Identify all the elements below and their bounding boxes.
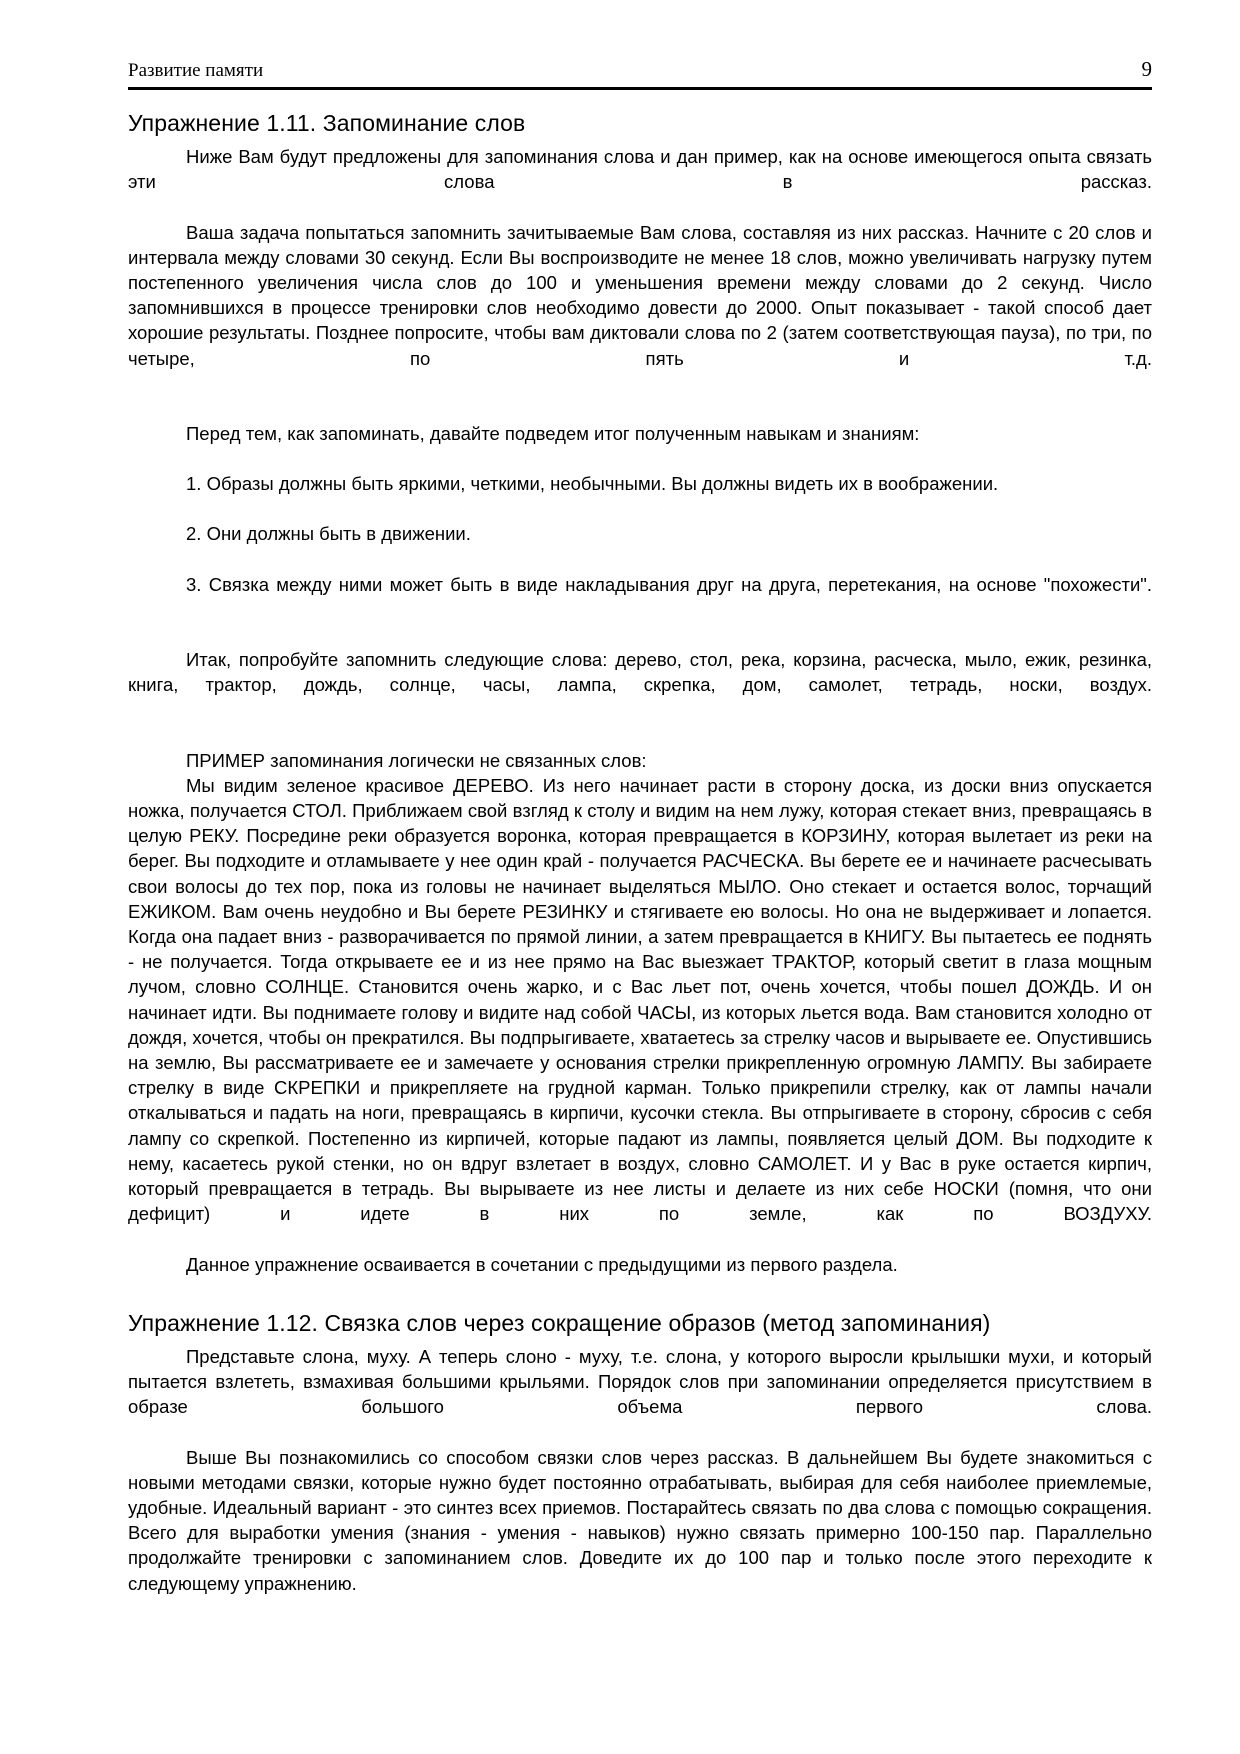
section-heading-exercise-1-12: Упражнение 1.12. Связка слов через сокращение образов (метод запоминания) [128, 1309, 991, 1336]
paragraph-task-description: Ваша задача попытаться запомнить зачитываемые Вам слова, составляя из них рассказ. Начните с 20 слов и интервала между словами 30 секунд. Если Вы воспроизводите не менее 18 слов, можно увеличивать нагрузку путем постепенного увеличения числа слов до 100 и уменьшения времени между словами до 2 секунд. Число запомнившихся в процессе тренировки слов необходимо довести до 2000. Опыт показывает - такой способ дает хорошие результаты. Позднее попросите, чтобы вам диктовали слова по 2 (затем соответствующая пауза), по три, по четыре, по пять и т.д. [128, 221, 1152, 369]
page-number: 9 [1141, 57, 1152, 81]
header-divider-rule [128, 87, 1152, 90]
paragraph-example-story: Мы видим зеленое красивое ДЕРЕВО. Из него начинает расти в сторону доска, из доски вниз опускается ножка, получается СТОЛ. Приближаем свой взгляд к столу и видим на нем лужу, которая стекает вниз, превращаясь в целую РЕКУ. Посредине реки образуется воронка, которая превращается в КОРЗИНУ, которая вылетает из реки на берег. Вы подходите и отламываете у нее один край - получается РАСЧЕСКА. Вы берете ее и начинаете расчесывать свои волосы до тех пор, пока из головы не начинает выделяться МЫЛО. Оно стекает и остается волос, торчащий ЕЖИКОМ. Вам очень неудобно и Вы берете РЕЗИНКУ и стягиваете ею волосы. Но она не выдерживает и лопается. Когда она падает вниз - разворачивается по прямой линии, а затем превращается в КНИГУ. Вы пытаетесь ее поднять - не получается. Тогда открываете ее и из нее прямо на Вас выезжает ТРАКТОР, который светит в глаза мощным лучом, словно СОЛНЦЕ. Становится очень жарко, и с Вас льет пот, очень хочется, чтобы пошел ДОЖДЬ. И он начинает идти. Вы поднимаете голову и видите над собой ЧАСЫ, из которых льется вода. Вам становится холодно от дождя, хочется, чтобы он прекратился. Вы подпрыгиваете, хватаетесь за стрелку часов и вырываете ее. Опустившись на землю, Вы рассматриваете ее и замечаете у основания стрелки прикрепленную огромную ЛАМПУ. Вы забираете стрелку в виде СКРЕПКИ и прикрепляете на грудной карман. Только прикрепили стрелку, как от лампы начали откалываться и падать на ноги, превращаясь в кирпичи, кусочки стекла. Вы отпрыгиваете в сторону, сбросив с себя лампу со скрепкой. Постепенно из кирпичей, которые падают из лампы, появляется целый ДОМ. Вы подходите к нему, касаетесь рукой стенки, но он вдруг взлетает в воздух, словно САМОЛЕТ. И у Вас в руке остается кирпич, который превращается в тетрадь. Вы вырываете из нее листы и делаете из них себе НОСКИ (помня, что они дефицит) и идете в них по земле, как по ВОЗДУХУ. [128, 774, 1152, 1225]
paragraph-elephant-fly: Представьте слона, муху. А теперь слоно - муху, т.е. слона, у которого выросли крылышки мухи, и который пытается взлететь, взмахивая большими крыльями. Порядок слов при запоминании определяется присутствием в образе большого объема первого слова. [128, 1345, 1152, 1418]
paragraph-methods-overview: Выше Вы познакомились со способом связки слов через рассказ. В дальнейшем Вы будете знакомиться с новыми методами связки, которые нужно будет постоянно отрабатывать, выбирая для себя наиболее приемлемые, удобные. Идеальный вариант - это синтез всех приемов. Постарайтесь связать по два слова с помощью сокращения. Всего для выработки умения (знания - умения - навыков) нужно связать примерно 100-150 пар. Параллельно продолжайте тренировки с запоминанием слов. Доведите их до 100 пар и только после этого переходите к следующему упражнению. [128, 1446, 1152, 1594]
section-heading-exercise-1-11: Упражнение 1.11. Запоминание слов [128, 109, 526, 136]
paragraph-example-lead: ПРИМЕР запоминания логически не связанных слов: [186, 749, 647, 771]
page-content [128, 58, 1152, 1596]
paragraph-word-list: Итак, попробуйте запомнить следующие слова: дерево, стол, река, корзина, расческа, мыло, ежик, резинка, книга, трактор, дождь, солнце, часы, лампа, скрепка, дом, самолет, тетрадь, носки, воздух. [128, 648, 1152, 696]
paragraph-intro: Ниже Вам будут предложены для запоминания слова и дан пример, как на основе имеющегося опыта связать эти слова в рассказ. [128, 145, 1152, 193]
page-body [128, 108, 1152, 1596]
paragraph-exercise-note: Данное упражнение осваивается в сочетании с предыдущими из первого раздела. [186, 1253, 898, 1275]
list-item-3: 3. Связка между ними может быть в виде накладывания друг на друга, перетекания, на основе "похожести". [186, 573, 1152, 595]
running-header-title: Развитие памяти [128, 60, 264, 81]
list-item-2: 2. Они должны быть в движении. [186, 523, 471, 545]
running-header [128, 58, 1152, 85]
paragraph-summary-lead: Перед тем, как запоминать, давайте подведем итог полученным навыкам и знаниям: [186, 422, 920, 444]
list-item-1: 1. Образы должны быть яркими, четкими, необычными. Вы должны видеть их в воображении. [186, 473, 999, 495]
